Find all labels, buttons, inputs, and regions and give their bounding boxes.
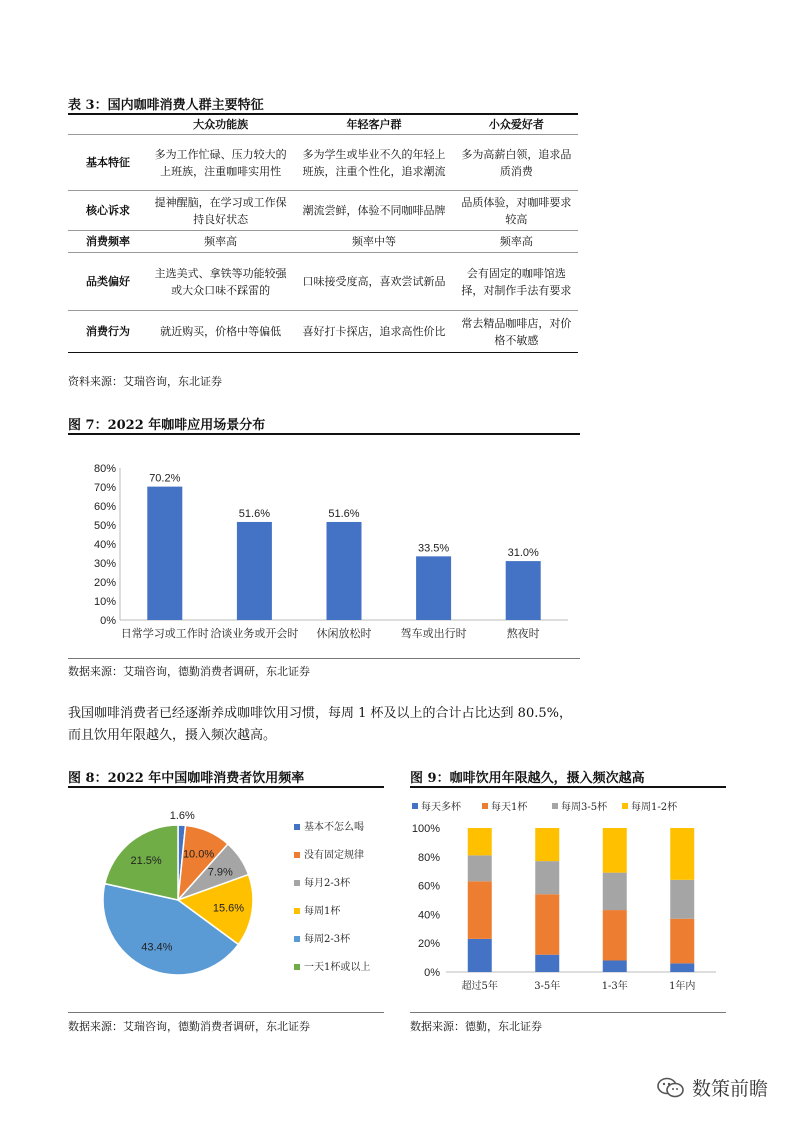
legend-swatch	[294, 824, 300, 830]
data-label: 70.2%	[149, 472, 181, 485]
legend-swatch	[294, 964, 300, 970]
legend-swatch	[552, 803, 558, 809]
x-tick-label: 休闲放松时	[316, 627, 372, 640]
legend-label: 没有固定规律	[304, 850, 364, 861]
fig7-top-rule	[68, 433, 580, 435]
table-cell: 品质体验，对咖啡要求较高	[455, 191, 578, 231]
table-cell: 频率中等	[293, 231, 455, 253]
stacked-bar-segment	[535, 955, 559, 972]
data-label: 33.5%	[417, 542, 450, 555]
y-tick-label: 80%	[93, 463, 116, 475]
y-tick-label: 40%	[417, 909, 440, 922]
legend-label: 每周1杯	[304, 906, 341, 917]
y-tick-label: 80%	[417, 851, 440, 864]
stacked-bar-segment	[468, 855, 492, 881]
table3-source: 资料来源：艾瑞咨询，东北证券	[68, 375, 222, 388]
fig9-bottom-rule	[410, 1012, 726, 1013]
fig9-source: 数据来源：德勤，东北证券	[410, 1020, 542, 1033]
fig9-chart	[410, 790, 726, 1010]
y-tick-label: 10%	[93, 596, 116, 608]
stacked-bar-segment	[603, 828, 627, 873]
fig8-source: 数据来源：艾瑞咨询，德勤消费者调研，东北证券	[68, 1020, 310, 1033]
row-label: 核心诉求	[68, 191, 148, 231]
data-label: 10.0%	[182, 848, 215, 861]
y-tick-label: 40%	[93, 539, 116, 551]
stacked-bar-segment	[670, 828, 694, 880]
row-label: 基本特征	[68, 135, 148, 191]
bar	[237, 522, 272, 620]
stacked-bar-segment	[603, 910, 627, 960]
stacked-bar-segment	[670, 880, 694, 919]
y-tick-label: 70%	[93, 482, 116, 494]
stacked-bar-segment	[535, 828, 559, 861]
y-tick-label: 30%	[93, 558, 116, 570]
fig7-caption: 图 7：2022 年咖啡应用场景分布	[68, 418, 266, 433]
table-row	[68, 135, 578, 191]
table-row	[68, 191, 578, 231]
stacked-bar-segment	[603, 873, 627, 910]
table3-header-empty	[68, 114, 148, 135]
y-tick-label: 20%	[93, 577, 116, 589]
wechat-icon	[656, 1076, 686, 1100]
legend-label: 每天1杯	[491, 802, 528, 813]
bar	[327, 522, 362, 620]
table-row	[68, 311, 578, 353]
bar	[147, 487, 182, 620]
stacked-bar-segment	[603, 960, 627, 972]
table-cell: 频率高	[148, 231, 293, 253]
x-tick-label: 熬夜时	[506, 627, 540, 640]
bar	[506, 561, 541, 620]
fig7-source: 数据来源：艾瑞咨询，德勤消费者调研，东北证券	[68, 665, 310, 678]
legend-swatch	[412, 803, 418, 809]
data-label: 51.6%	[328, 507, 360, 520]
stacked-bar-segment	[535, 861, 559, 894]
legend-swatch	[482, 803, 488, 809]
table-cell: 会有固定的咖啡馆选择，对制作手法有要求	[455, 253, 578, 311]
table-cell: 提神醒脑，在学习或工作保持良好状态	[148, 191, 293, 231]
row-label: 消费行为	[68, 311, 148, 353]
fig9-top-rule	[410, 786, 726, 788]
x-tick-label: 1-3年	[601, 981, 628, 992]
body-line-1: 我国咖啡消费者已经逐渐养成咖啡饮用习惯，每周 1 杯及以上的合计占比达到 80.5%，	[68, 706, 572, 721]
fig9-caption: 图 9：咖啡饮用年限越久，摄入频次越高	[410, 771, 645, 786]
legend-label: 每周1-2杯	[631, 802, 678, 813]
row-label: 消费频率	[68, 231, 148, 253]
x-tick-label: 超过5年	[461, 981, 498, 992]
data-label: 51.6%	[238, 507, 271, 520]
watermark-text: 数策前瞻	[692, 1078, 769, 1100]
table3-caption: 表 3：国内咖啡消费人群主要特征	[68, 98, 264, 113]
legend-swatch	[294, 936, 300, 942]
data-label: 7.9%	[207, 866, 233, 879]
fig8-caption: 图 8：2022 年中国咖啡消费者饮用频率	[68, 771, 305, 786]
table3-header-young: 年轻客户群	[346, 117, 402, 131]
table-row	[68, 253, 578, 311]
fig8-bottom-rule	[68, 1012, 384, 1013]
table-cell: 就近购买，价格中等偏低	[148, 311, 293, 353]
legend-swatch	[294, 852, 300, 858]
body-line-2: 而且饮用年限越久，摄入频次越高。	[68, 728, 277, 743]
table-cell: 多为高薪白领，追求品质消费	[455, 135, 578, 191]
table3-header-niche: 小众爱好者	[488, 117, 544, 131]
bar	[416, 556, 451, 620]
table-cell: 常去精品咖啡店，对价格不敏感	[455, 311, 578, 353]
table3-header-mass: 大众功能族	[193, 117, 249, 131]
x-tick-label: 洽谈业务或开会时	[210, 627, 299, 640]
table-cell: 潮流尝鲜，体验不同咖啡品牌	[293, 191, 455, 231]
legend-swatch	[622, 803, 628, 809]
data-label: 31.0%	[507, 547, 539, 560]
table-cell: 口味接受度高，喜欢尝试新品	[293, 253, 455, 311]
table-cell: 多为工作忙碌、压力较大的上班族，注重咖啡实用性	[148, 135, 293, 191]
x-tick-label: 日常学习或工作时	[120, 627, 209, 640]
stacked-bar-segment	[670, 919, 694, 964]
legend-label: 一天1杯或以上	[304, 962, 371, 973]
table-cell: 主选美式、拿铁等功能较强或大众口味不踩雷的	[148, 253, 293, 311]
row-label: 品类偏好	[68, 253, 148, 311]
fig7-chart	[68, 440, 580, 658]
data-label: 15.6%	[212, 902, 245, 915]
table3	[68, 114, 578, 353]
data-label: 1.6%	[169, 810, 195, 823]
stacked-bar-segment	[468, 939, 492, 972]
y-tick-label: 100%	[411, 823, 440, 835]
y-tick-label: 20%	[417, 938, 440, 951]
y-tick-label: 0%	[424, 967, 440, 979]
legend-label: 每周3-5杯	[561, 802, 608, 813]
table-cell: 频率高	[455, 231, 578, 253]
stacked-bar-segment	[535, 894, 559, 954]
fig8-chart	[68, 790, 384, 1010]
legend-swatch	[294, 880, 300, 886]
stacked-bar-segment	[670, 963, 694, 972]
fig8-top-rule	[68, 786, 384, 788]
x-tick-label: 驾车或出行时	[400, 627, 467, 640]
table-row	[68, 231, 578, 253]
table-cell: 多为学生或毕业不久的年轻上班族，注重个性化，追求潮流	[293, 135, 455, 191]
fig7-bottom-rule	[68, 658, 580, 659]
table-cell: 喜好打卡探店，追求高性价比	[293, 311, 455, 353]
data-label: 43.4%	[141, 941, 173, 954]
watermark	[656, 1074, 768, 1101]
y-tick-label: 60%	[417, 880, 440, 893]
x-tick-label: 1年内	[669, 981, 696, 992]
legend-label: 每月2-3杯	[304, 878, 351, 889]
stacked-bar-segment	[468, 828, 492, 855]
legend-swatch	[294, 908, 300, 914]
y-tick-label: 60%	[93, 501, 116, 513]
x-tick-label: 3-5年	[534, 981, 561, 992]
legend-label: 每天多杯	[421, 802, 461, 813]
y-tick-label: 0%	[100, 615, 116, 627]
stacked-bar-segment	[468, 881, 492, 939]
data-label: 21.5%	[130, 855, 162, 868]
legend-label: 基本不怎么喝	[304, 822, 364, 833]
y-tick-label: 50%	[93, 520, 116, 532]
legend-label: 每周2-3杯	[304, 934, 351, 945]
